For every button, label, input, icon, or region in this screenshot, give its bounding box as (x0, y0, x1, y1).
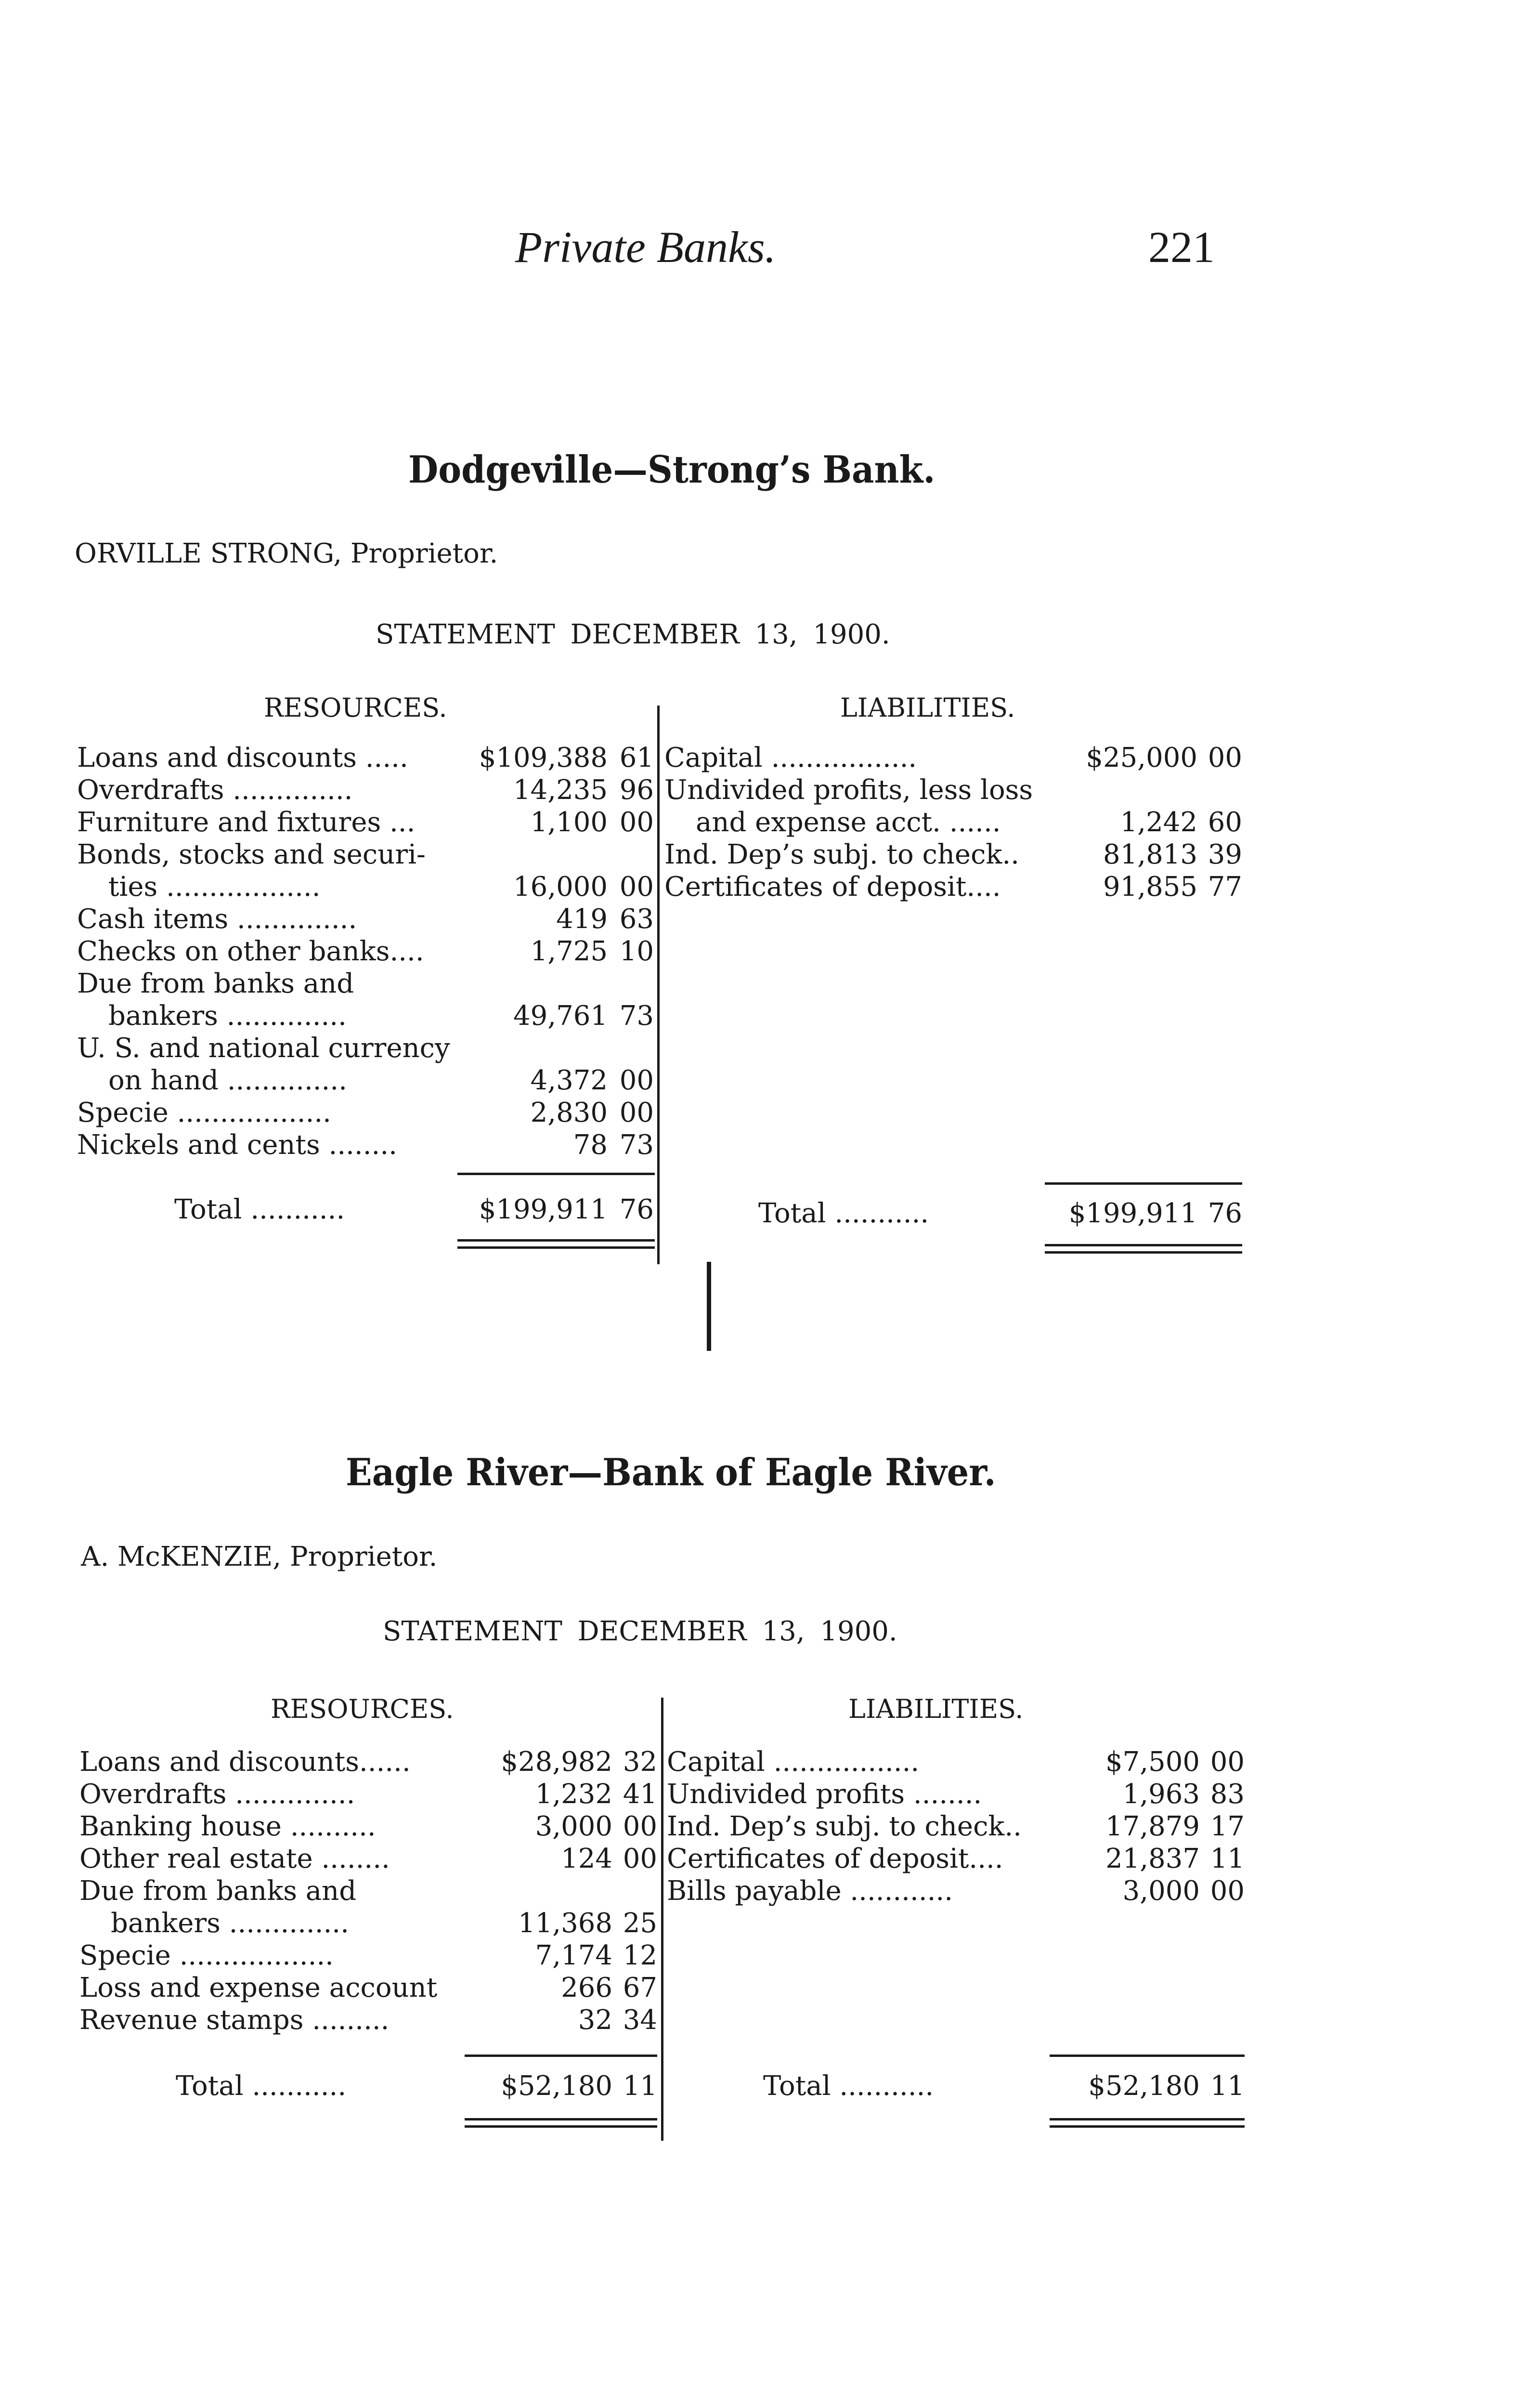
ledger-row (0, 903, 1533, 935)
double-rule (457, 1239, 655, 1242)
row-label: Loans and discounts...... (79, 1746, 411, 1778)
row-cents: 32 (623, 1746, 657, 1778)
total-cents: 76 (619, 1194, 654, 1225)
row-label: Banking house .......... (79, 1811, 376, 1842)
ledger-row (0, 1972, 1533, 2004)
ledger-row (0, 1939, 1533, 1972)
row-dollars: $7,500 (1105, 1746, 1200, 1778)
double-rule (465, 2125, 657, 2128)
row-label: Bonds, stocks and securi- (77, 839, 426, 870)
row-label: Capital ................. (667, 1746, 920, 1778)
total-cents: 76 (1208, 1198, 1242, 1229)
proprietor: ORVILLE STRONG, Proprietor. (75, 538, 498, 569)
row-cents: 00 (623, 1843, 657, 1874)
liabilities-heading: LIABILITIES. (848, 1694, 1024, 1724)
total-cents: 11 (623, 2070, 657, 2102)
row-label: Specie .................. (79, 1940, 334, 1971)
row-label: Ind. Dep’s subj. to check.. (667, 1811, 1022, 1842)
ledger-row (0, 742, 1533, 774)
row-cents: 00 (1210, 1746, 1245, 1778)
row-cents: 10 (619, 936, 654, 967)
page-number: 221 (1148, 222, 1215, 272)
divider-mark (707, 1262, 711, 1351)
row-label: Capital ................. (664, 742, 917, 773)
row-dollars: $25,000 (1086, 742, 1197, 773)
bank-title: Eagle River—Bank of Eagle River. (346, 1451, 996, 1494)
double-rule (465, 2118, 657, 2120)
ledger-row (0, 1129, 1533, 1161)
row-dollars: 4,372 (530, 1065, 608, 1096)
ledger-row (0, 1907, 1533, 1939)
row-label: Due from banks and (79, 1875, 357, 1907)
double-rule (457, 1246, 655, 1249)
ledger-row (0, 2004, 1533, 2036)
ledger-row (0, 1064, 1533, 1097)
total-cents: 11 (1210, 2070, 1245, 2102)
ledger-row (0, 1000, 1533, 1032)
row-dollars: 2,830 (530, 1097, 608, 1128)
ledger-row (0, 1097, 1533, 1129)
resources-heading: RESOURCES. (271, 1694, 454, 1724)
row-cents: 11 (1210, 1843, 1245, 1874)
row-label: Certificates of deposit.... (664, 871, 1001, 903)
total-dollars: $199,911 (1068, 1198, 1197, 1229)
total-dollars: $52,180 (1088, 2070, 1200, 2102)
row-label: on hand .............. (108, 1065, 347, 1096)
row-label: Undivided profits, less loss (664, 774, 1033, 806)
ledger-row (0, 935, 1533, 968)
row-label: Revenue stamps ......... (79, 2004, 390, 2036)
row-label: Overdrafts .............. (77, 774, 353, 806)
total-dollars: $199,911 (479, 1194, 608, 1225)
row-cents: 41 (623, 1779, 657, 1810)
row-dollars: 3,000 (535, 1811, 612, 1842)
row-dollars: 17,879 (1105, 1811, 1200, 1842)
row-dollars: 14,235 (513, 774, 608, 806)
total-dollars: $52,180 (501, 2070, 612, 2102)
row-cents: 25 (623, 1908, 657, 1939)
row-cents: 17 (1210, 1811, 1245, 1842)
row-cents: 00 (619, 807, 654, 838)
row-dollars: 124 (561, 1843, 612, 1874)
bank-title: Dodgeville—Strong’s Bank. (408, 448, 935, 492)
row-dollars: 49,761 (513, 1000, 608, 1032)
ledger-row (0, 1746, 1533, 1778)
row-dollars: 1,100 (530, 807, 608, 838)
row-label: Overdrafts .............. (79, 1779, 355, 1810)
row-label: Other real estate ........ (79, 1843, 390, 1874)
row-cents: 00 (619, 1065, 654, 1096)
row-dollars: $109,388 (479, 742, 608, 773)
row-dollars: 266 (561, 1972, 612, 2003)
liabilities-heading: LIABILITIES. (840, 693, 1015, 723)
row-dollars: $28,982 (501, 1746, 612, 1778)
row-dollars: 81,813 (1103, 839, 1197, 870)
row-cents: 60 (1208, 807, 1242, 838)
row-cents: 39 (1208, 839, 1242, 870)
ledger-row (0, 1875, 1533, 1907)
row-label: Checks on other banks.... (77, 936, 424, 967)
row-label: Certificates of deposit.... (667, 1843, 1003, 1874)
row-label: Furniture and fixtures ... (77, 807, 416, 838)
row-label: ties .................. (108, 871, 321, 903)
row-dollars: 1,963 (1122, 1779, 1200, 1810)
row-label: Loss and expense account (79, 1972, 438, 2003)
row-cents: 34 (623, 2004, 657, 2036)
row-label: Due from banks and (77, 968, 354, 999)
statement-date: STATEMENT DECEMBER 13, 1900. (376, 619, 890, 650)
row-dollars: 3,000 (1122, 1875, 1200, 1907)
row-label: Ind. Dep’s subj. to check.. (664, 839, 1019, 870)
row-cents: 67 (623, 1972, 657, 2003)
total-label: Total ........... (176, 2070, 347, 2102)
liabilities-total-row (0, 2070, 1533, 2102)
row-label: and expense acct. ...... (696, 807, 1001, 838)
row-cents: 73 (619, 1129, 654, 1161)
row-cents: 00 (623, 1811, 657, 1842)
row-dollars: 91,855 (1103, 871, 1197, 903)
row-dollars: 78 (573, 1129, 608, 1161)
ledger-row (0, 1778, 1533, 1810)
ledger-row (0, 968, 1533, 1000)
row-label: Specie .................. (77, 1097, 331, 1128)
ledger-row (0, 1810, 1533, 1843)
row-label: U. S. and national currency (77, 1033, 450, 1064)
total-label: Total ........... (763, 2070, 934, 2102)
ledger-row (0, 1032, 1533, 1064)
row-cents: 96 (619, 774, 654, 806)
row-cents: 61 (619, 742, 654, 773)
row-cents: 00 (1210, 1875, 1245, 1907)
ledger-row (0, 838, 1533, 871)
row-dollars: 32 (578, 2004, 612, 2036)
row-dollars: 11,368 (518, 1908, 612, 1939)
liabilities-total-row (0, 1197, 1533, 1230)
ledger-row (0, 1843, 1533, 1875)
row-cents: 00 (619, 1097, 654, 1128)
row-label: Nickels and cents ........ (77, 1129, 397, 1161)
row-cents: 63 (619, 903, 654, 935)
ledger-row (0, 871, 1533, 903)
row-label: bankers .............. (108, 1000, 347, 1032)
row-label: Loans and discounts ..... (77, 742, 408, 773)
row-dollars: 1,232 (535, 1779, 612, 1810)
row-label: bankers .............. (111, 1908, 349, 1939)
row-cents: 83 (1210, 1779, 1245, 1810)
row-label: Cash items .............. (77, 903, 357, 935)
double-rule (1050, 2125, 1245, 2128)
statement-date: STATEMENT DECEMBER 13, 1900. (383, 1616, 897, 1647)
row-cents: 00 (619, 871, 654, 903)
double-rule (1045, 1244, 1242, 1246)
subtotal-rule (457, 1173, 655, 1175)
row-dollars: 16,000 (513, 871, 608, 903)
double-rule (1050, 2118, 1245, 2120)
row-cents: 73 (619, 1000, 654, 1032)
subtotal-rule (465, 2055, 657, 2057)
resources-heading: RESOURCES. (264, 693, 447, 723)
row-dollars: 1,725 (530, 936, 608, 967)
subtotal-rule (1050, 2055, 1245, 2057)
running-head-title: Private Banks. (515, 222, 776, 272)
row-label: Bills payable ............ (667, 1875, 953, 1907)
row-dollars: 1,242 (1120, 807, 1197, 838)
row-label: Undivided profits ........ (667, 1779, 982, 1810)
row-dollars: 7,174 (535, 1940, 612, 1971)
subtotal-rule (1045, 1182, 1242, 1185)
row-dollars: 21,837 (1105, 1843, 1200, 1874)
row-cents: 00 (1208, 742, 1242, 773)
proprietor: A. McKENZIE, Proprietor. (81, 1541, 438, 1572)
row-cents: 77 (1208, 871, 1242, 903)
total-label: Total ........... (174, 1194, 345, 1225)
total-label: Total ........... (758, 1198, 929, 1229)
row-cents: 12 (623, 1940, 657, 1971)
ledger-row (0, 774, 1533, 806)
ledger-row (0, 806, 1533, 838)
double-rule (1045, 1251, 1242, 1254)
row-dollars: 419 (556, 903, 608, 935)
